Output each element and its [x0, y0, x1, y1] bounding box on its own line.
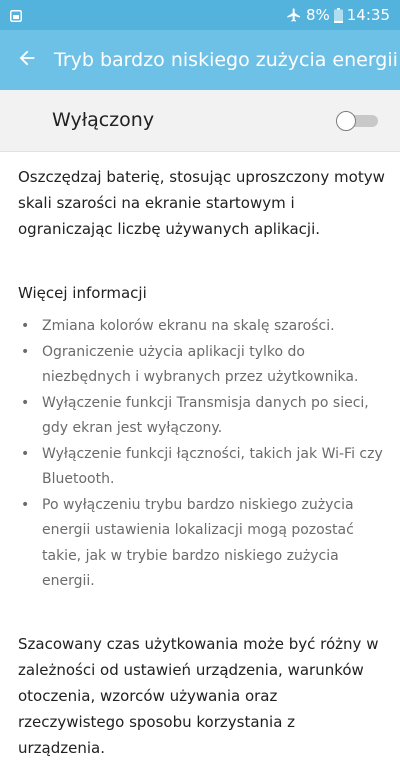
battery-percent: 8%	[305, 6, 330, 24]
list-item-text: Wyłączenie funkcji Transmisja danych po sieci, gdy ekran jest wyłączony.	[42, 394, 369, 436]
usage-estimate-note: Szacowany czas użytkowania może być różny w zależności od ustawień urządzenia, warunków otoczenia, wzorców używania oraz rzeczywistego sposobu korzystania z urządzenia.	[18, 634, 379, 757]
list-item	[18, 493, 386, 595]
airplane-icon	[286, 7, 302, 23]
battery-icon	[334, 8, 343, 23]
master-switch-label: Wyłączony	[52, 109, 155, 131]
bullet-marker: •	[21, 318, 30, 334]
list-item-text: Zmiana kolorów ekranu na skalę szarości.	[42, 318, 335, 334]
toggle-thumb	[336, 111, 356, 131]
list-item-text: Ograniczenie użycia aplikacji tylko do niezbędnych i wybranych przez użytkownika.	[42, 343, 359, 385]
bullet-marker: •	[21, 343, 30, 360]
list-item	[18, 340, 386, 391]
content-area	[18, 152, 386, 761]
app-bar	[0, 30, 400, 90]
list-item	[18, 442, 386, 493]
back-arrow-icon	[16, 47, 38, 73]
bullet-marker: •	[21, 496, 30, 513]
list-item	[18, 391, 386, 442]
back-button[interactable]	[0, 30, 54, 90]
bullet-marker: •	[21, 394, 30, 411]
master-switch-toggle[interactable]	[336, 111, 380, 131]
notification-icon	[10, 7, 22, 19]
more-info-title: Więcej informacji	[18, 284, 147, 302]
more-info-list	[18, 314, 386, 595]
list-item	[18, 314, 386, 340]
list-item-text: Wyłączenie funkcji łączności, takich jak Wi-Fi czy Bluetooth.	[42, 445, 383, 487]
status-bar	[0, 0, 400, 30]
status-indicators	[286, 5, 390, 25]
list-item-text: Po wyłączeniu trybu bardzo niskiego zużycia energii ustawienia lokalizacji mogą pozostać takie, jak w trybie bardzo niskiego zużycia energii.	[42, 496, 354, 589]
status-time: 14:35	[346, 6, 390, 24]
bullet-marker: •	[21, 445, 30, 462]
page-title: Tryb bardzo niskiego zużycia energii	[54, 49, 398, 71]
master-switch-row[interactable]	[0, 90, 400, 152]
mode-description: Oszczędzaj baterię, stosując uproszczony motyw skali szarości na ekranie startowym i ograniczając liczbę używanych aplikacji.	[18, 168, 385, 238]
